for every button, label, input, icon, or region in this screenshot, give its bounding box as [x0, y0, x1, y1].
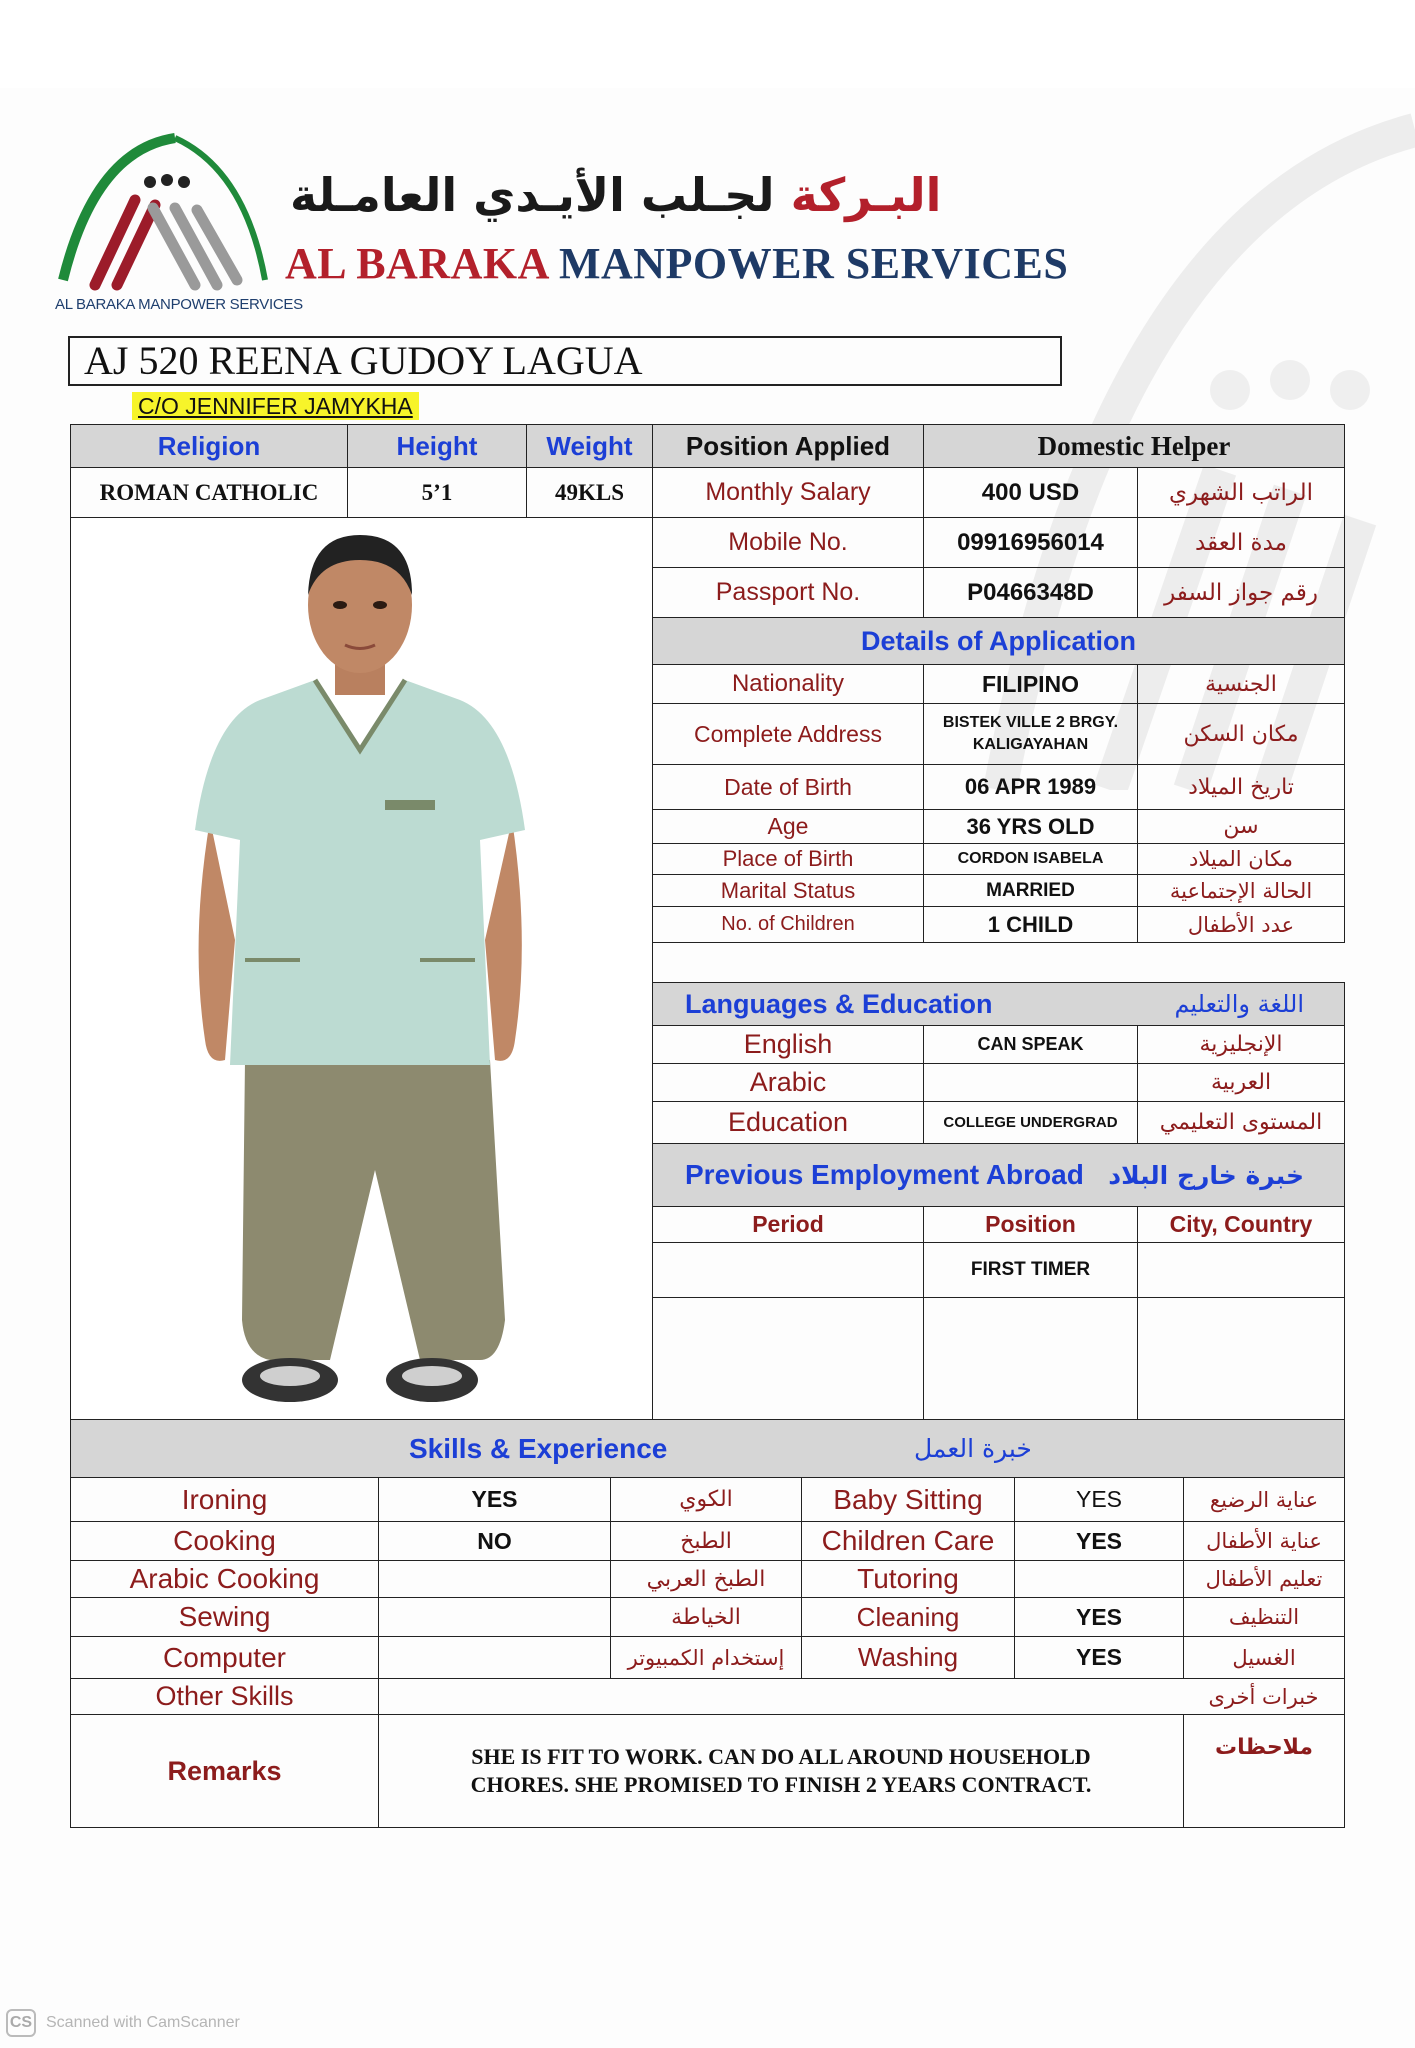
children-label: No. of Children	[652, 906, 924, 943]
position-applied-value: Domestic Helper	[923, 424, 1345, 468]
languages-section-header	[652, 982, 1345, 1026]
english-value: CAN SPEAK	[923, 1025, 1138, 1064]
brand-english-name-rest: MANPOWER SERVICES	[558, 239, 1069, 288]
skill-cooking-label: Cooking	[70, 1521, 379, 1561]
other-skills-label: Other Skills	[70, 1678, 379, 1715]
employment-section-title-ar: خبرة خارج البلاد	[1108, 1160, 1304, 1190]
skill-childrencare-value: YES	[1014, 1521, 1184, 1561]
age-label: Age	[652, 809, 924, 844]
employment-col-position: Position	[923, 1206, 1138, 1243]
employment-row2-city	[1137, 1297, 1345, 1420]
languages-section-title: Languages & Education	[685, 988, 993, 1019]
brand-arabic-name-dark: لجـلب الأيـدي العامـلة	[290, 168, 775, 222]
skill-computer-label: Computer	[70, 1636, 379, 1679]
skill-tutoring-value	[1014, 1560, 1184, 1598]
pob-arabic: مكان الميلاد	[1137, 843, 1345, 875]
salary-value: 400 USD	[923, 467, 1138, 518]
skill-computer-arabic: إستخدام الكمبيوتر	[610, 1636, 802, 1679]
skills-section-header	[70, 1419, 1345, 1478]
mobile-label: Mobile No.	[652, 517, 924, 568]
nationality-value: FILIPINO	[923, 664, 1138, 704]
skill-cleaning-label: Cleaning	[801, 1597, 1015, 1637]
weight-value: 49KLS	[526, 467, 653, 518]
applicant-photo	[150, 520, 570, 1420]
remarks-text	[378, 1714, 1184, 1828]
dob-label: Date of Birth	[652, 764, 924, 810]
company-logo-icon	[55, 130, 275, 300]
other-skills-arabic: خبرات أخرى	[1183, 1678, 1345, 1715]
logo-caption: AL BARAKA MANPOWER SERVICES	[55, 296, 303, 313]
employment-row2-position	[923, 1297, 1138, 1420]
religion-header: Religion	[70, 424, 348, 468]
employment-row1-city	[1137, 1242, 1345, 1298]
age-arabic: سن	[1137, 809, 1345, 844]
skills-section-title: Skills & Experience	[409, 1432, 668, 1464]
dob-arabic: تاريخ الميلاد	[1137, 764, 1345, 810]
skill-sewing-label: Sewing	[70, 1597, 379, 1637]
address-value: BISTEK VILLE 2 BRGY. KALIGAYAHAN	[923, 703, 1138, 765]
skill-sewing-value	[378, 1597, 611, 1637]
skill-ironing-label: Ironing	[70, 1477, 379, 1522]
skill-cleaning-arabic: التنظيف	[1183, 1597, 1345, 1637]
nationality-arabic: الجنسية	[1137, 664, 1345, 704]
skill-cleaning-value: YES	[1014, 1597, 1184, 1637]
pob-label: Place of Birth	[652, 843, 924, 875]
children-arabic: عدد الأطفال	[1137, 906, 1345, 943]
skill-ironing-arabic: الكوي	[610, 1477, 802, 1522]
skill-babysitting-label: Baby Sitting	[801, 1477, 1015, 1522]
skills-section-title-ar: خبرة العمل	[914, 1434, 1032, 1463]
education-arabic: المستوى التعليمي	[1137, 1101, 1345, 1144]
religion-value: ROMAN CATHOLIC	[70, 467, 348, 518]
education-label: Education	[652, 1101, 924, 1144]
brand-english-name-red: AL BARAKA	[285, 239, 548, 288]
salary-label: Monthly Salary	[652, 467, 924, 518]
passport-value: P0466348D	[923, 567, 1138, 618]
english-label: English	[652, 1025, 924, 1064]
skill-ironing-value: YES	[378, 1477, 611, 1522]
pob-value: CORDON ISABELA	[923, 843, 1138, 875]
skill-washing-label: Washing	[801, 1636, 1015, 1679]
address-arabic: مكان السكن	[1137, 703, 1345, 765]
arabic-arabic: العربية	[1137, 1063, 1345, 1102]
skill-washing-value: YES	[1014, 1636, 1184, 1679]
employment-col-city: City, Country	[1137, 1206, 1345, 1243]
skill-tutoring-arabic: تعليم الأطفال	[1183, 1560, 1345, 1598]
camscanner-text: Scanned with CamScanner	[46, 2014, 240, 2031]
address-label: Complete Address	[652, 703, 924, 765]
skill-arabiccooking-value	[378, 1560, 611, 1598]
skill-arabiccooking-arabic: الطبخ العربي	[610, 1560, 802, 1598]
skill-childrencare-label: Children Care	[801, 1521, 1015, 1561]
skill-washing-arabic: الغسيل	[1183, 1636, 1345, 1679]
skill-computer-value	[378, 1636, 611, 1679]
height-header: Height	[347, 424, 527, 468]
passport-arabic: رقم جواز السفر	[1137, 567, 1345, 618]
children-value: 1 CHILD	[923, 906, 1138, 943]
mobile-arabic: مدة العقد	[1137, 517, 1345, 568]
skill-tutoring-label: Tutoring	[801, 1560, 1015, 1598]
weight-header: Weight	[526, 424, 653, 468]
care-of-note: C/O JENNIFER JAMYKHA	[132, 392, 419, 420]
height-value: 5’1	[347, 467, 527, 518]
marital-label: Marital Status	[652, 874, 924, 907]
employment-col-period: Period	[652, 1206, 924, 1243]
skill-babysitting-value: YES	[1014, 1477, 1184, 1522]
education-value: COLLEGE UNDERGRAD	[923, 1101, 1138, 1144]
age-value: 36 YRS OLD	[923, 809, 1138, 844]
skill-childrencare-arabic: عناية الأطفال	[1183, 1521, 1345, 1561]
employment-section-header	[652, 1143, 1345, 1207]
employment-row1-position: FIRST TIMER	[923, 1242, 1138, 1298]
skill-cooking-arabic: الطبخ	[610, 1521, 802, 1561]
dob-value: 06 APR 1989	[923, 764, 1138, 810]
skill-sewing-arabic: الخياطة	[610, 1597, 802, 1637]
nationality-label: Nationality	[652, 664, 924, 704]
skill-babysitting-arabic: عناية الرضيع	[1183, 1477, 1345, 1522]
employment-row1-period	[652, 1242, 924, 1298]
english-arabic: الإنجليزية	[1137, 1025, 1345, 1064]
skill-cooking-value: NO	[378, 1521, 611, 1561]
brand-arabic-name	[290, 168, 1010, 238]
salary-arabic: الراتب الشهري	[1137, 467, 1345, 518]
arabic-label: Arabic	[652, 1063, 924, 1102]
brand-arabic-name-red: البـركة	[790, 168, 942, 222]
remarks-label-ar: ملاحظات	[1183, 1714, 1345, 1828]
remarks-line-1: SHE IS FIT TO WORK. CAN DO ALL AROUND HOUSEHOLD	[471, 1744, 1091, 1769]
camscanner-badge: CS	[6, 2009, 36, 2037]
position-applied-label: Position Applied	[652, 424, 924, 468]
applicant-name: AJ 520 REENA GUDOY LAGUA	[68, 336, 1062, 386]
remarks-line-2: CHORES. SHE PROMISED TO FINISH 2 YEARS CONTRACT.	[470, 1772, 1092, 1797]
skill-arabiccooking-label: Arabic Cooking	[70, 1560, 379, 1598]
remarks-label: Remarks	[70, 1714, 379, 1828]
passport-label: Passport No.	[652, 567, 924, 618]
employment-section-title: Previous Employment Abroad	[685, 1159, 1084, 1190]
mobile-value: 09916956014	[923, 517, 1138, 568]
employment-row2-period	[652, 1297, 924, 1420]
brand-english-name	[285, 238, 1068, 289]
marital-arabic: الحالة الإجتماعية	[1137, 874, 1345, 907]
marital-value: MARRIED	[923, 874, 1138, 907]
other-skills-value	[378, 1678, 1184, 1715]
application-section-title: Details of Application	[652, 617, 1345, 665]
languages-section-title-ar: اللغة والتعليم	[1174, 990, 1304, 1018]
arabic-value	[923, 1063, 1138, 1102]
spacer-row	[652, 942, 1345, 982]
